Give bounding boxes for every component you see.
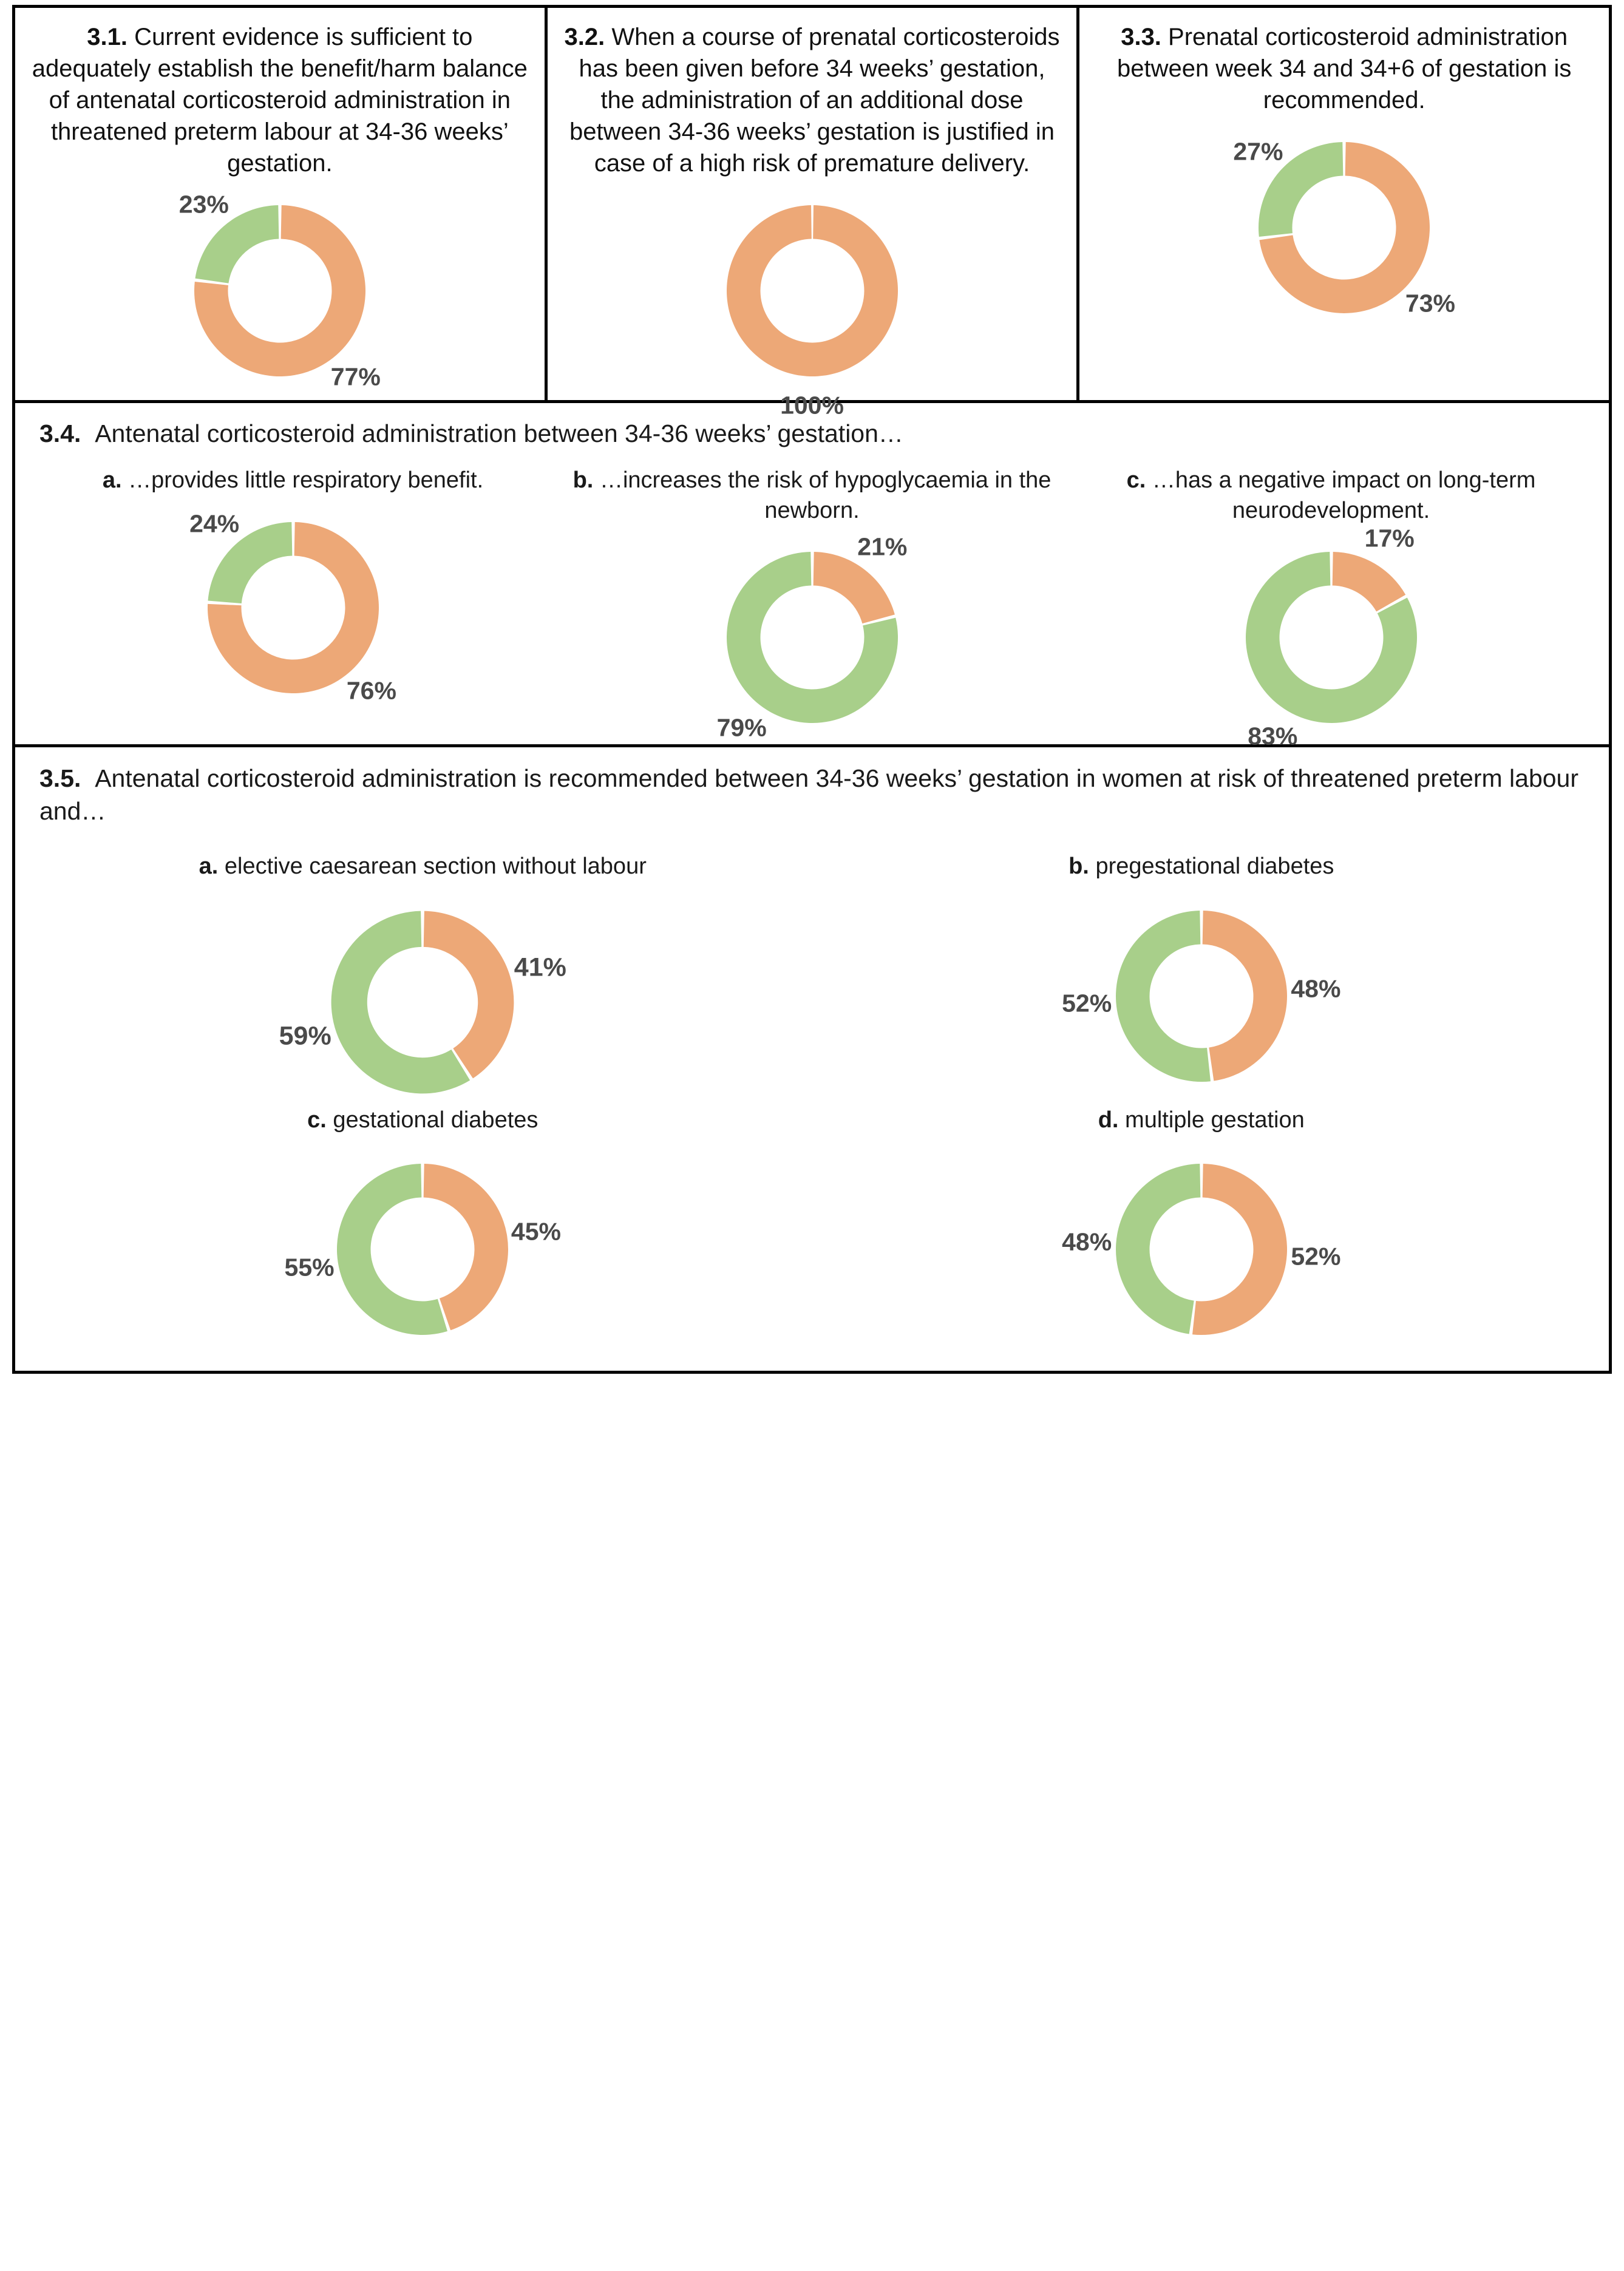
question-3-4-a-letter: a. xyxy=(102,467,122,494)
donut-chart-3-4-c xyxy=(1240,524,1422,750)
section-3-5 xyxy=(15,747,1609,1371)
donut-chart-3-2 xyxy=(721,200,903,419)
chart-3-4-a-holder xyxy=(44,509,542,705)
question-3-2 xyxy=(545,8,1077,419)
donut-slice-label: 52% xyxy=(1062,989,1112,1017)
figure-frame xyxy=(12,5,1612,1374)
question-3-4-a xyxy=(33,466,552,728)
question-3-5-a xyxy=(33,852,812,1105)
donut-slice-label: 100% xyxy=(780,391,844,419)
question-3-5-a-body: elective caesarean section without labour xyxy=(224,854,647,880)
donut-slice-label: 76% xyxy=(346,676,396,705)
question-3-3 xyxy=(1076,8,1609,400)
question-3-5-c-text xyxy=(307,1105,538,1135)
section-3-5-grid xyxy=(33,852,1591,1346)
donut-slice-label: 59% xyxy=(279,1021,331,1051)
donut-slice-label: 24% xyxy=(189,509,240,538)
donut-slice-label: 41% xyxy=(514,952,566,982)
question-3-4-c-text xyxy=(1082,466,1580,526)
donut-slice-label: 17% xyxy=(1364,524,1415,552)
question-3-5-title xyxy=(33,762,1591,827)
question-3-5-d-letter: d. xyxy=(1098,1107,1119,1133)
question-3-3-body: Prenatal corticosteroid administration between week 34 and 34+6 of gestation is recommended. xyxy=(1117,24,1572,114)
donut-slice xyxy=(424,911,514,1078)
question-3-5-c xyxy=(33,1105,812,1346)
question-3-1-body: Current evidence is sufficient to adequately establish the benefit/harm balance of antenatal corticosteroid administration in threatened preterm labour at 34-36 weeks’ gestation. xyxy=(32,24,528,177)
donut-slice-label: 48% xyxy=(1062,1227,1112,1256)
donut-slice-label: 83% xyxy=(1248,722,1298,750)
question-3-5-b xyxy=(812,852,1591,1105)
question-3-5-d-body: multiple gestation xyxy=(1125,1107,1305,1133)
question-3-2-text xyxy=(563,21,1061,179)
donut-chart-3-5-a xyxy=(279,905,566,1099)
question-3-2-number: 3.2. xyxy=(564,24,605,50)
donut-chart-3-4-b xyxy=(716,532,908,742)
chart-3-5-d-holder xyxy=(1062,1158,1341,1340)
donut-slice-label: 48% xyxy=(1291,974,1341,1003)
donut-slice xyxy=(1116,1164,1200,1334)
donut-slice-label: 73% xyxy=(1405,289,1455,317)
question-3-5-c-body: gestational diabetes xyxy=(333,1107,539,1133)
donut-slice-label: 52% xyxy=(1291,1242,1341,1271)
question-3-4-c-letter: c. xyxy=(1126,467,1146,494)
donut-slice-label: 23% xyxy=(178,190,229,219)
donut-slice-label: 79% xyxy=(716,713,767,742)
donut-chart-3-1 xyxy=(178,190,381,391)
question-3-5-d xyxy=(812,1105,1591,1346)
chart-3-3-holder xyxy=(1095,137,1593,319)
donut-slice xyxy=(727,205,898,376)
donut-slice xyxy=(813,552,894,623)
section-3-4-columns xyxy=(33,466,1591,750)
donut-slice xyxy=(1202,911,1286,1081)
question-3-4-a-body: …provides little respiratory benefit. xyxy=(128,467,484,494)
donut-slice xyxy=(1116,911,1211,1082)
question-3-4-b xyxy=(552,466,1072,742)
donut-slice xyxy=(1192,1164,1287,1335)
chart-3-4-b-holder xyxy=(563,532,1061,742)
question-3-5-a-text xyxy=(199,852,647,881)
chart-3-4-c-holder xyxy=(1082,524,1580,750)
chart-3-5-c-holder xyxy=(284,1158,561,1340)
question-3-5-b-body: pregestational diabetes xyxy=(1095,854,1334,880)
donut-chart-3-5-b xyxy=(1062,905,1341,1087)
question-3-4-c-body: …has a negative impact on long-term neurodevelopment. xyxy=(1152,467,1536,523)
donut-slice xyxy=(1332,552,1405,611)
question-3-1 xyxy=(15,8,545,400)
question-3-5-d-text xyxy=(1098,1105,1305,1135)
donut-slice-label: 21% xyxy=(857,532,908,561)
chart-3-5-b-holder xyxy=(1062,905,1341,1087)
question-3-4-text: Antenatal corticosteroid administration between 34-36 weeks’ gestation… xyxy=(95,419,903,447)
question-3-5-text: Antenatal corticosteroid administration is recommended between 34-36 weeks’ gestation in women at risk of threatened preterm labour and… xyxy=(39,764,1579,826)
question-3-1-text xyxy=(31,21,529,179)
donut-slice-label: 27% xyxy=(1233,137,1283,166)
question-3-5-a-letter: a. xyxy=(199,854,219,880)
question-3-4-b-letter: b. xyxy=(572,467,594,494)
question-3-4-b-text xyxy=(563,466,1061,526)
chart-3-5-a-holder xyxy=(279,905,566,1099)
question-3-5-b-letter: b. xyxy=(1069,854,1089,880)
donut-chart-3-5-d xyxy=(1062,1158,1341,1340)
question-3-5-number: 3.5. xyxy=(39,764,81,793)
chart-3-1-holder xyxy=(31,190,529,391)
donut-chart-3-5-c xyxy=(284,1158,561,1340)
question-3-4-b-body: …increases the risk of hypoglycaemia in the newborn. xyxy=(599,467,1052,523)
section-3-4 xyxy=(15,403,1609,750)
question-3-5-b-text xyxy=(1069,852,1334,881)
donut-chart-3-3 xyxy=(1233,137,1455,319)
question-3-4-a-text xyxy=(44,466,542,495)
question-3-4-c xyxy=(1072,466,1591,750)
donut-chart-3-4-a xyxy=(189,509,396,705)
section-3-1-to-3-3 xyxy=(15,8,1609,419)
question-3-1-number: 3.1. xyxy=(87,24,127,50)
question-3-4-title xyxy=(33,418,1591,450)
question-3-2-body: When a course of prenatal corticosteroids has been given before 34 weeks’ gestation, the administration of an additional dose between 34-36 weeks’ gestation is justified in case of a high risk of premature delivery. xyxy=(569,24,1060,177)
question-3-4-number: 3.4. xyxy=(39,419,81,447)
donut-slice-label: 77% xyxy=(330,362,381,391)
question-3-3-number: 3.3. xyxy=(1121,24,1161,50)
donut-slice-label: 45% xyxy=(511,1217,561,1245)
question-3-5-c-letter: c. xyxy=(307,1107,327,1133)
chart-3-2-holder xyxy=(563,200,1061,419)
donut-slice-label: 55% xyxy=(284,1253,335,1281)
question-3-3-text xyxy=(1095,21,1593,116)
